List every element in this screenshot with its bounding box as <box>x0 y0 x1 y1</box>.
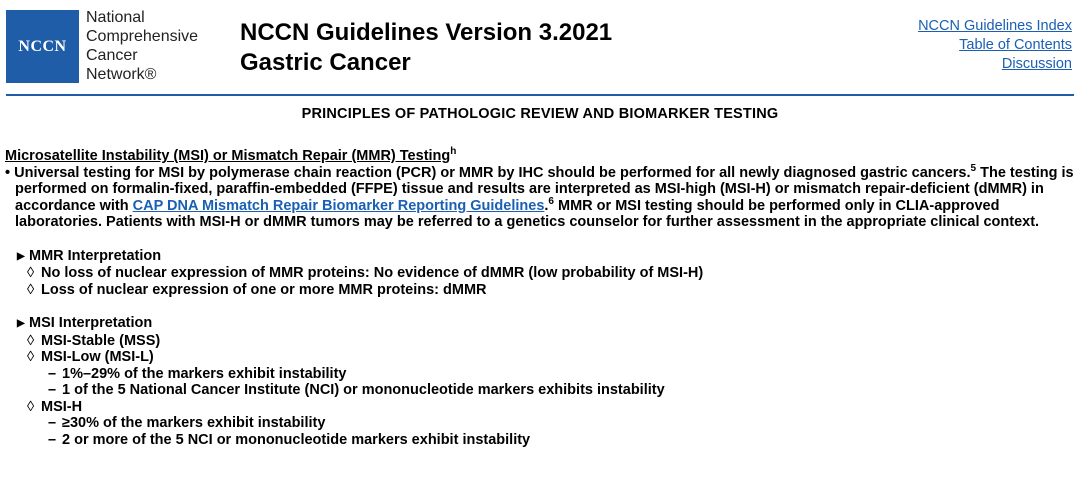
nccn-logo <box>6 10 79 83</box>
msi-l-criterion-1: 1%–29% of the markers exhibit instability <box>62 365 347 382</box>
logo-text: NCCN <box>18 37 67 55</box>
msi-item-msi-h: MSI-H <box>41 398 83 415</box>
org-line-4: Network® <box>86 66 157 83</box>
guideline-topic: Gastric Cancer <box>240 49 411 76</box>
msi-heading <box>5 315 1075 333</box>
msi-interpretation <box>5 315 1075 448</box>
content-body <box>5 148 1075 448</box>
msi-mmr-subheading <box>5 148 1075 165</box>
intro-text-4: MMR or MSI testing should be performed only in CLIA-approved laboratories. Patients with MSI-H or dMMR tumors may be referred to a genetics counselor for further assessment in the appropriate clinical context. <box>15 197 1040 230</box>
subheading-text: Microsatellite Instability (MSI) or Mismatch Repair (MMR) Testing <box>5 148 451 164</box>
list-item <box>5 333 1075 350</box>
msi-h-criterion-1: ≥30% of the markers exhibit instability <box>62 415 326 431</box>
list-item <box>5 415 1075 432</box>
dash-bullet-icon: – <box>48 431 57 448</box>
diamond-bullet-icon: ◊ <box>27 349 35 365</box>
list-item <box>5 282 1075 299</box>
page-header <box>0 0 1080 94</box>
intro-footnote-1: 5 <box>970 162 977 174</box>
guidelines-index-link[interactable]: NCCN Guidelines Index <box>918 18 1072 34</box>
bullet-icon: • <box>5 164 11 181</box>
intro-footnote-2: 6 <box>548 195 554 207</box>
triangle-bullet-icon: ▶ <box>17 318 25 329</box>
intro-text-3: . <box>544 197 549 214</box>
mmr-interpretation <box>5 248 1075 299</box>
org-line-2: Comprehensive <box>86 28 199 45</box>
msi-title: MSI Interpretation <box>29 315 153 331</box>
mmr-item-2: Loss of nuclear expression of one or more MMR proteins: dMMR <box>41 281 487 298</box>
list-item <box>5 265 1075 282</box>
triangle-bullet-icon: ▶ <box>17 250 25 262</box>
list-item <box>5 366 1075 383</box>
mmr-heading <box>5 248 1075 266</box>
list-item <box>5 349 1075 366</box>
diamond-bullet-icon: ◊ <box>27 332 35 349</box>
dash-bullet-icon: – <box>48 365 57 382</box>
document-title <box>240 18 612 78</box>
diamond-bullet-icon: ◊ <box>27 281 35 298</box>
list-item <box>5 432 1075 449</box>
intro-text-1: Universal testing for MSI by polymerase chain reaction (PCR) or MMR by IHC should be performed for all newly diagnosed gastric cancers. <box>14 164 971 181</box>
intro-text-2: The testing is performed on formalin-fixed, paraffin-embedded (FFPE) tissue and results are interpreted as MSI-high (MSI-H) or mismatch repair-deficient (dMMR) in accordance with <box>15 164 1074 214</box>
list-item <box>5 399 1075 416</box>
mmr-title: MMR Interpretation <box>29 247 162 264</box>
table-of-contents-link[interactable]: Table of Contents <box>959 37 1072 53</box>
subheading-footnote: h <box>450 146 457 157</box>
discussion-link[interactable]: Discussion <box>1001 56 1072 72</box>
header-divider <box>6 94 1074 96</box>
list-item <box>5 382 1075 399</box>
organization-name <box>86 8 198 84</box>
guideline-version: NCCN Guidelines Version 3.2021 <box>240 19 613 46</box>
msi-item-mss: MSI-Stable (MSS) <box>41 332 161 349</box>
org-line-1: National <box>86 9 145 26</box>
msi-h-criterion-2: 2 or more of the 5 NCI or mononucleotide markers exhibit instability <box>62 431 531 448</box>
diamond-bullet-icon: ◊ <box>27 398 35 415</box>
diamond-bullet-icon: ◊ <box>27 265 35 281</box>
msi-item-msi-l: MSI-Low (MSI-L) <box>41 349 154 365</box>
org-line-3: Cancer <box>86 47 138 64</box>
dash-bullet-icon: – <box>48 415 57 431</box>
intro-paragraph <box>5 162 1075 231</box>
section-heading: PRINCIPLES OF PATHOLOGIC REVIEW AND BIOMARKER TESTING <box>301 106 779 122</box>
cap-guidelines-link[interactable]: CAP DNA Mismatch Repair Biomarker Reporting Guidelines <box>132 197 545 214</box>
msi-l-criterion-2: 1 of the 5 National Cancer Institute (NCI) or mononucleotide markers exhibits instability <box>62 382 665 398</box>
mmr-item-1: No loss of nuclear expression of MMR proteins: No evidence of dMMR (low probability of MSI-H) <box>41 265 704 281</box>
dash-bullet-icon: – <box>48 382 57 398</box>
nav-links <box>918 17 1072 74</box>
